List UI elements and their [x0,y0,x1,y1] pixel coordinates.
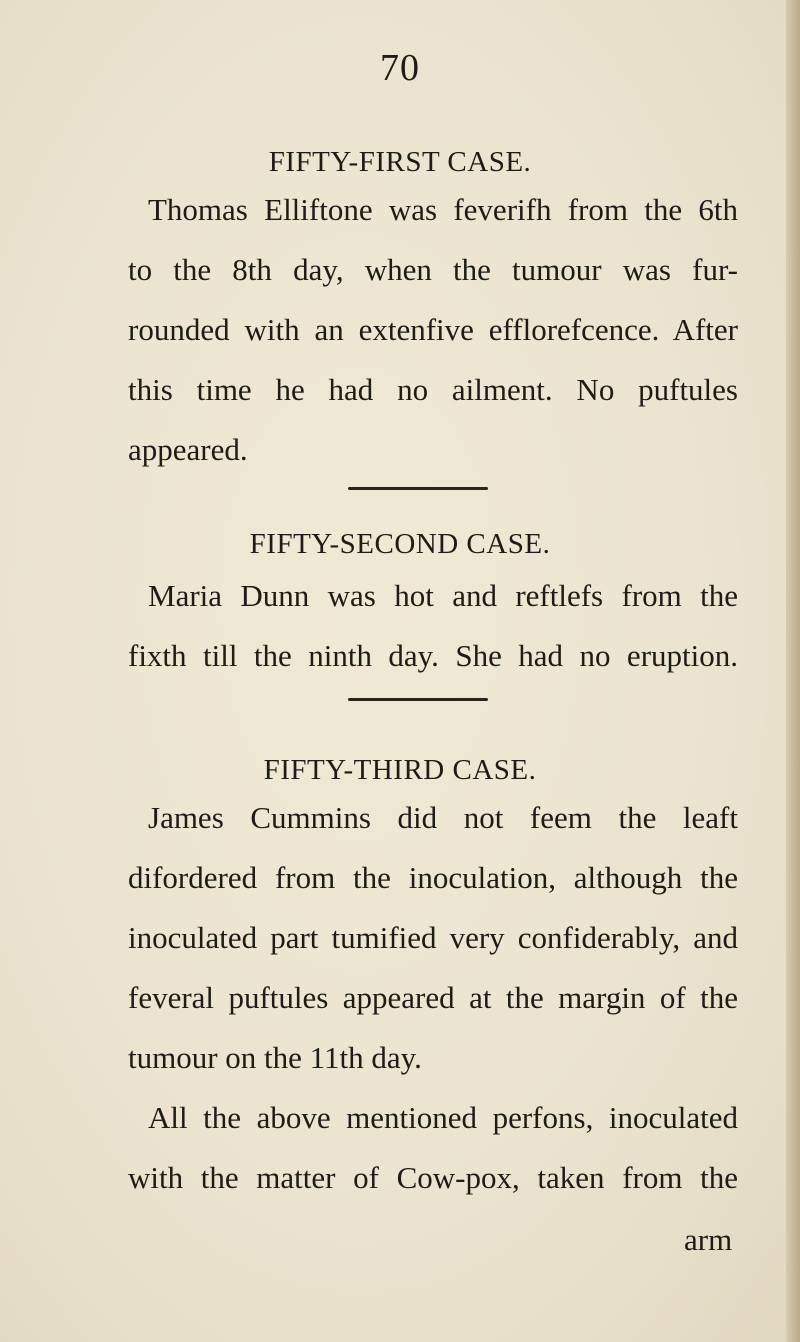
text-line: to the 8th day, when the tumour was fur- [128,252,738,287]
text-line: James Cummins did not feem the leaft [148,800,738,835]
text-line: fixth till the ninth day. She had no eruption. [128,638,738,673]
section-divider [348,698,488,701]
text-line: Maria Dunn was hot and reftlefs from the [148,578,738,613]
text-line: tumour on the 11th day. [128,1040,422,1075]
text-line: All the above mentioned perfons, inoculated [148,1100,738,1135]
page-number: 70 [380,47,420,89]
text-line: difordered from the inoculation, although the [128,860,738,895]
text-line: rounded with an extenfive efflorefcence. After [128,312,738,347]
text-line: feveral puftules appeared at the margin of the [128,980,738,1015]
page-edge [786,0,800,1342]
text-line: with the matter of Cow-pox, taken from the [128,1160,738,1195]
catchword: arm [684,1222,733,1257]
text-line: appeared. [128,432,248,467]
section-divider [348,487,488,490]
text-line: Thomas Elliftone was feverifh from the 6th [148,192,738,227]
section-heading-fifty-third: FIFTY-THIRD CASE. [263,754,537,786]
text-line: inoculated part tumified very confiderably, and [128,920,738,955]
text-line: this time he had no ailment. No puftules [128,372,738,407]
section-heading-fifty-second: FIFTY-SECOND CASE. [249,528,551,560]
section-heading-fifty-first: FIFTY-FIRST CASE. [268,146,532,178]
